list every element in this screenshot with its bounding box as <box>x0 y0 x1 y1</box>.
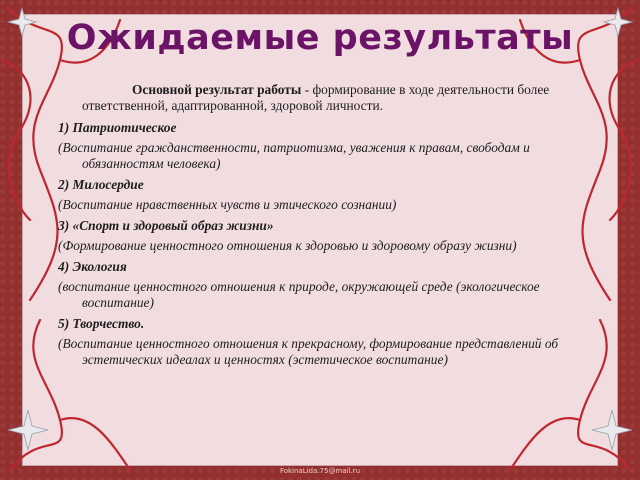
list-item <box>58 120 578 172</box>
list-item <box>58 177 578 213</box>
item-heading: 4) Экология <box>58 259 127 274</box>
item-description: (воспитание ценностного отношения к природе, окружающей среде (экологическое воспитание) <box>58 279 540 310</box>
intro-bold: Основной результат работы <box>132 82 302 97</box>
author-email: FokinaLida.75@mail.ru <box>279 467 361 475</box>
item-heading: 3) «Спорт и здоровый образ жизни» <box>58 218 274 233</box>
slide-content <box>58 82 578 373</box>
item-heading: 2) Милосердие <box>58 177 144 192</box>
intro-paragraph <box>58 82 578 114</box>
item-heading: 5) Творчество. <box>58 316 145 331</box>
item-heading: 1) Патриотическое <box>58 120 177 135</box>
item-description: (Воспитание нравственных чувств и этического сознании) <box>58 197 397 212</box>
list-item <box>58 259 578 311</box>
intro-text: - формирование в ходе деятельности более ответственной, адаптированной, здоровой личности. <box>82 82 550 113</box>
list-item <box>58 316 578 368</box>
list-item <box>58 218 578 254</box>
item-description: (Формирование ценностного отношения к здоровью и здоровому образу жизни) <box>58 238 517 253</box>
slide-title: Ожидаемые результаты <box>66 18 574 58</box>
item-description: (Воспитание гражданственности, патриотизма, уважения к правам, свободам и обязанностям человека) <box>58 140 530 171</box>
item-description: (Воспитание ценностного отношения к прекрасному, формирование представлений об эстетических идеалах и ценностях (эстетическое воспитание) <box>58 336 559 367</box>
